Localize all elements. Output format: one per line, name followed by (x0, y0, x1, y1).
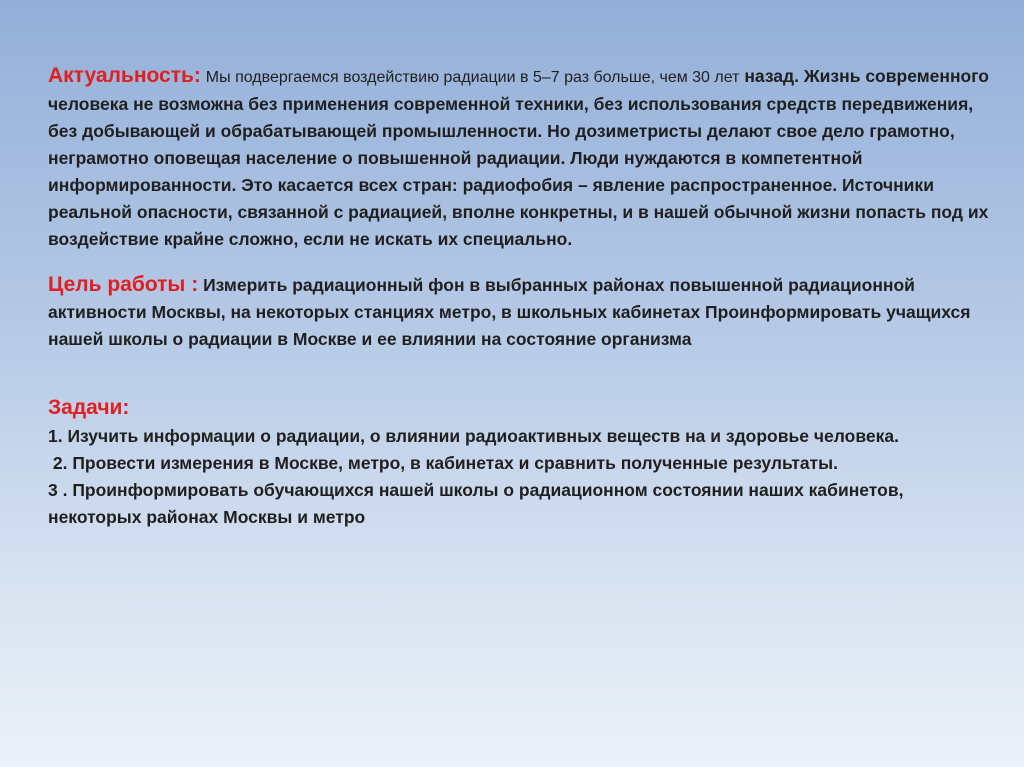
task-item-3: 3 . Проинформировать обучающихся нашей школы о радиационном состоянии наших кабинетов, некоторых районах Москвы и метро (48, 480, 904, 527)
tasks-section (48, 393, 998, 531)
relevance-body: назад. Жизнь современного человека не возможна без применения современной техники, без использования средств передвижения, без добывающей и обрабатывающей промышленности. Но дозиметристы делают свое дело грамотно, неграмотно оповещая население о повышенной радиации. Люди нуждаются в компетентной информированности. Это касается всех стран: радиофобия – явление распространенное. Источники реальной опасности, связанной с радиацией, вполне конкретны, и в нашей обычной жизни попасть под их воздействие крайне сложно, если не искать их специально. (48, 66, 989, 249)
task-item-1: 1. Изучить информации о радиации, о влиянии радиоактивных веществ на и здоровье человека. (48, 426, 899, 446)
tasks-heading: Задачи: (48, 396, 130, 419)
goal-text: Измерить радиационный фон в выбранных районах повышенной радиационной активности Москвы, на некоторых станциях метро, в школьных кабинетах Проинформировать учащихся нашей школы о радиации в Москве и ее влиянии на состояние организма (48, 275, 971, 349)
relevance-lead: Мы подвергаемся воздействию радиации в 5–7 раз больше, чем 30 лет (205, 69, 740, 86)
goal-paragraph (48, 271, 998, 353)
slide-content (48, 62, 998, 531)
relevance-heading: Актуальность: (48, 64, 201, 87)
relevance-paragraph (48, 62, 998, 253)
goal-heading: Цель работы : (48, 273, 199, 296)
task-item-2: 2. Провести измерения в Москве, метро, в кабинетах и сравнить полученные результаты. (48, 453, 838, 473)
